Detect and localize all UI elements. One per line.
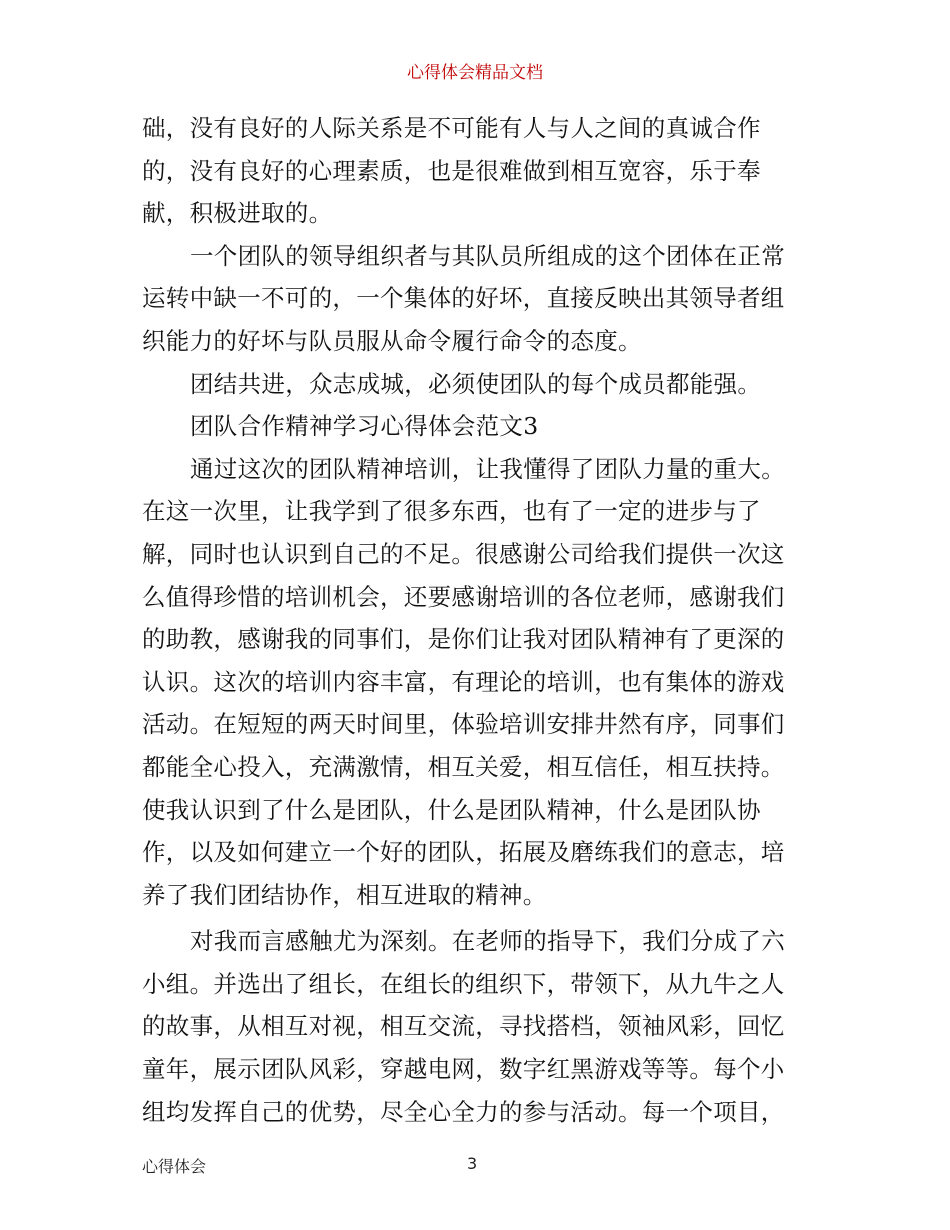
text-line: 团结共进，众志成城，必须使团队的每个成员都能强。 — [190, 369, 762, 398]
text-line: 活动。在短短的两天时间里，体验培训安排井然有序，同事们 — [142, 710, 785, 739]
footer-label: 心得体会 — [142, 1157, 207, 1176]
text-line: 解，同时也认识到自己的不足。很感谢公司给我们提供一次这 — [142, 539, 785, 568]
text-line: 小组。并选出了组长，在组长的组织下，带领下，从九牛之人 — [142, 969, 785, 998]
text-line: 一个团队的领导组织者与其队员所组成的这个团体在正常 — [190, 241, 785, 270]
text-line: 么值得珍惜的培训机会，还要感谢培训的各位老师，感谢我们 — [142, 582, 785, 611]
text-line: 织能力的好坏与队员服从命令履行命令的态度。 — [142, 326, 642, 355]
text-line: 运转中缺一不可的，一个集体的好坏，直接反映出其领导者组 — [142, 284, 785, 313]
text-line: 作，以及如何建立一个好的团队，拓展及磨练我们的意志，培 — [142, 838, 785, 867]
text-line: 献，积极进取的。 — [142, 199, 333, 228]
text-line: 的故事，从相互对视，相互交流，寻找搭档，领袖风彩，回忆 — [142, 1012, 785, 1041]
page-number: 3 — [467, 1154, 478, 1173]
text-line: 认识。这次的培训内容丰富，有理论的培训，也有集体的游戏 — [142, 667, 785, 696]
text-line: 组均发挥自己的优势，尽全心全力的参与活动。每一个项目， — [142, 1097, 785, 1126]
text-line: 通过这次的团队精神培训，让我懂得了团队力量的重大。 — [190, 454, 785, 483]
text-line: 使我认识到了什么是团队，什么是团队精神，什么是团队协 — [142, 795, 761, 824]
document-body — [142, 107, 814, 1133]
document-header-title: 心得体会精品文档 — [407, 63, 543, 83]
text-line: 的，没有良好的心理素质，也是很难做到相互宽容，乐于奉 — [142, 156, 761, 185]
text-line: 的助教，感谢我的同事们，是你们让我对团队精神有了更深的 — [142, 625, 785, 654]
text-line: 对我而言感触尤为深刻。在老师的指导下，我们分成了六 — [190, 927, 785, 956]
section-heading: 团队合作精神学习心得体会范文3 — [190, 412, 539, 441]
text-line: 都能全心投入，充满激情，相互关爱，相互信任，相互扶持。 — [142, 752, 785, 781]
text-line: 在这一次里，让我学到了很多东西，也有了一定的进步与了 — [142, 497, 761, 526]
text-line: 养了我们团结协作，相互进取的精神。 — [142, 880, 547, 909]
text-line: 童年，展示团队风彩，穿越电网，数字红黑游戏等等。每个小 — [142, 1055, 785, 1084]
text-line: 础，没有良好的人际关系是不可能有人与人之间的真诚合作 — [142, 114, 761, 142]
